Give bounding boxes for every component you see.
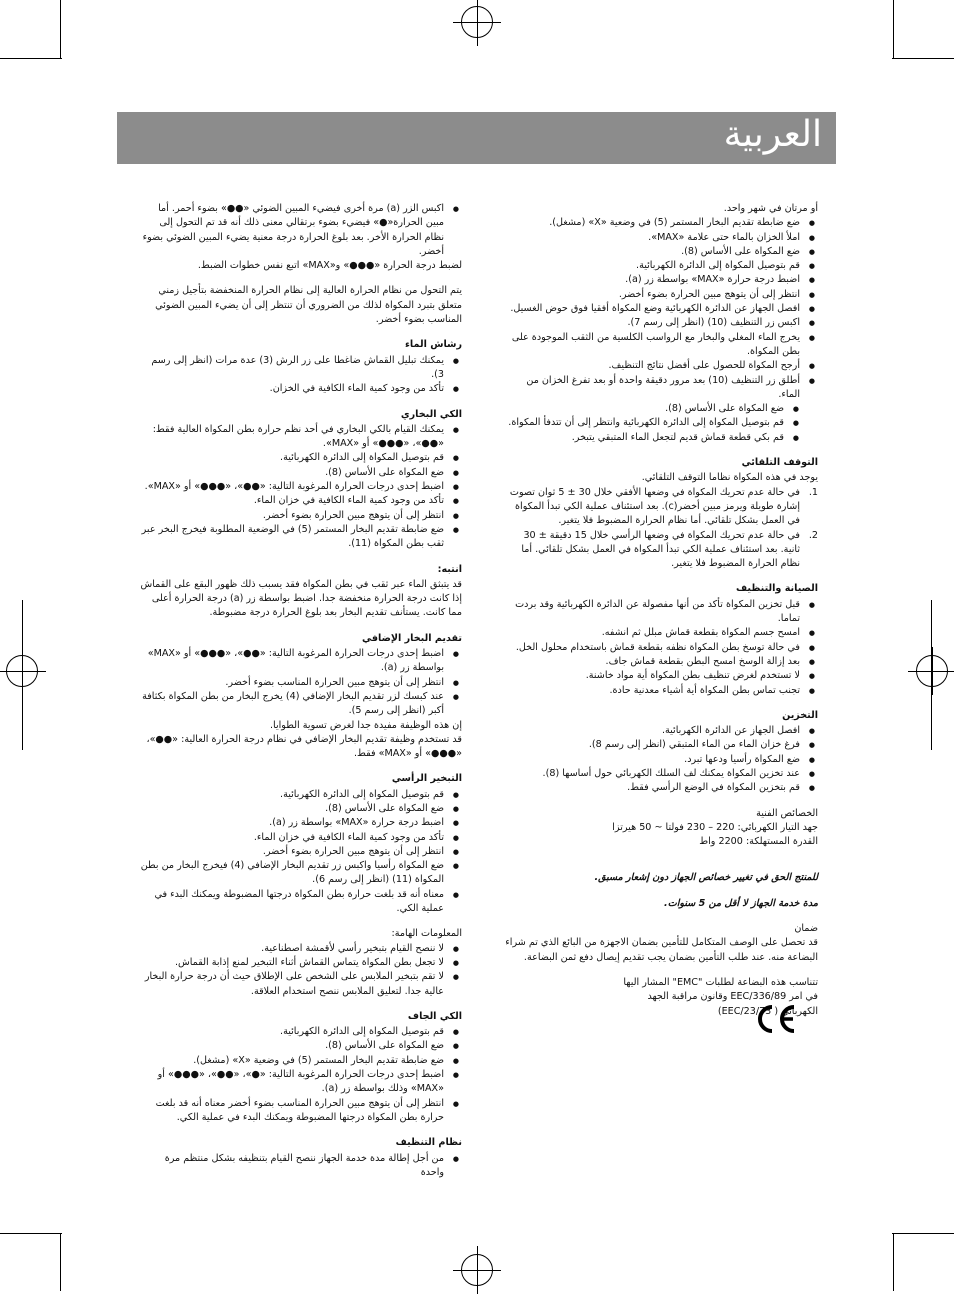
- warning-text: قد يتبثق الماء عبر ثقب في بطن المكواة فقد يسبب ذلك ظهور البقع على القماش إذا كانت درجة الحرارة منخفضة جدا. اضبط بواسطة زر (a) درجة الحرارة أعلى مما كانت. يستأنف تقديم البخار بعد بلوغ الحرارة درجة مضبوطة.: [140, 578, 462, 619]
- section-heading: الكي الجاف: [407, 1010, 462, 1022]
- section-heading: نظام التنظيف: [395, 1137, 462, 1149]
- registration-mark-icon: [461, 1254, 493, 1286]
- registration-mark-icon: [916, 655, 948, 687]
- section-heading: الصيانة والتنظيف: [736, 583, 818, 595]
- notice-text: للمنتج الحق في تغيير خصائص الجهاز دون إشعار مسبق.: [594, 872, 818, 884]
- dry-list: [140, 1025, 462, 1125]
- list-item: ● اضبط درجة حرارة «MAX» بواسطة زر (a).: [502, 273, 800, 287]
- list-item: ● ضع ضابطة تقديم البخار المستمر (5) في وضعية «X» (مشغل).: [502, 216, 800, 230]
- list-item: ● لا تجعل بطن المكواة يتماس القماش أثناء التبخير لمنع إذابة القماش.: [140, 956, 444, 970]
- cleaning-steps-list: [502, 216, 818, 402]
- crop-mark: [892, 58, 954, 59]
- list-item: ● قم بكي قطعة قماش قديم لتجعل الماء المتبقي يتبخر.: [502, 431, 784, 445]
- list-item: ● عند كبسك لزر تقديم البخار الإضافي (4) يخرج البخار من بطن المكواة بكثافة أكبر (انظر إلى رسم 5).: [140, 690, 444, 719]
- list-item: ● قم بتوصيل المكواة إلى الدائرة الكهربائية.: [140, 451, 444, 465]
- list-item: ● انتظر إلى أن يتوهج مبين الحرارة بضوء أخضر.: [140, 845, 444, 859]
- emc-text: تتناسب هذه البضاعة لطلبات "EMC" المشار اليها في امر EEC/336/89 وقانون مراقبة الجهد الكهربائي ( EEC/23/73): [623, 976, 818, 1017]
- section-heading: التوقف التلقائي: [741, 457, 818, 469]
- note-text: لضبط درجة الحرارة «●●●» و«MAX» اتبع نفس خطوات الضبط.: [197, 260, 462, 272]
- steam-list: [140, 423, 462, 552]
- list-item: ● يخرج الماء المغلي والبخار مع الرواسب الكلسية من الثقب الموجودة على بطن المكواة.: [502, 331, 800, 360]
- list-item: ● اكبس زر التنظيف (10) (انظر إلى رسم 7).: [502, 316, 800, 330]
- list-item: ● ضع المكواة على الأساس (8).: [140, 802, 444, 816]
- section-heading: تقديم البخار الإضافي: [362, 632, 462, 644]
- specs-line: القدرة المستهلكة: 2200 واط: [699, 836, 818, 848]
- crop-mark: [0, 1233, 62, 1234]
- list-item: ● تأكد من وجود كمية الماء الكافية في الخزان.: [140, 382, 444, 396]
- list-item: [502, 529, 818, 572]
- title-banner: [117, 112, 836, 164]
- list-item: ● ضع المكواة على الأساس (8).: [140, 466, 444, 480]
- list-number: 1.: [808, 486, 818, 498]
- list-item: ● بعد إزالة الوسخ امسح البطن بقطعة قماش جاف.: [502, 655, 800, 669]
- list-item: ● انتظر إلى أن يتوهج مبين الحرارة المناسب بضوء أخضر معناه أنه قد بلغت حرارة بطن المكواة درجتها المضبوطة ويمكنك البدء في عملية الكي.: [140, 1097, 444, 1126]
- crop-mark: [60, 0, 61, 58]
- list-item: ● قم بتوصيل المكواة إلى الدائرة الكهربائية.: [140, 788, 444, 802]
- intro-text: أو مرتان في شهر واحد.: [723, 203, 818, 214]
- crop-mark: [893, 0, 894, 58]
- boost-list: [140, 647, 462, 718]
- warranty-heading: ضمان: [794, 923, 818, 935]
- list-item-text: في حالة عدم تحريك المكواة في وضعها الأفقي خلال 30 ± 5 ثوان تصوت إشارة طويلة ويرمز مبين أخضر(c). بعد استئناف عملية الكي تبدأ المكواة في العمل بشكل تلقائي. أما نظام الحرارة المضبوط فلا يتغير.: [509, 486, 800, 527]
- list-item: ● أطلق زر التنظيف (10) بعد مرور دقيقة واحدة أو بعد تفرغ الخزان من الماء.: [502, 374, 800, 403]
- maintenance-list: [502, 598, 818, 698]
- crop-mark: [892, 1233, 954, 1234]
- list-item: ● افصل الجهاز عن الدائرة الكهربائية.: [502, 724, 800, 738]
- right-column: [502, 202, 818, 1019]
- list-item: ● قم بتوصيل المكواة إلى الدائرة الكهربائية.: [140, 1025, 444, 1039]
- clean-list: [140, 1152, 462, 1181]
- list-item: ● قم بتوصيل المكواة إلى الدائرة الكهربائية وانتظر إلى أن تتدفأ المكواة.: [502, 416, 784, 430]
- important-list: [140, 942, 462, 999]
- list-item: ● اضبط إحدى درجات الحرارة المرغوبة التالية: «●●»، «●●●» أو «MAX» بواسطة زر (a).: [140, 647, 444, 676]
- list-item: ● ضع ضابطة تقديم البخار المستمر (5) في وضعية «X» (مشغل).: [140, 1054, 444, 1068]
- list-item: ● تأكد من وجود كمية الماء الكافية في خزان الماء.: [140, 831, 444, 845]
- section-heading: التخزين: [782, 709, 818, 721]
- warning-heading: انتبه:: [437, 563, 462, 575]
- list-item: ● لا تستخدم لغرض تنظيف بطن المكواة أية مواد خاشنة.: [502, 669, 800, 683]
- page-title: العربية: [723, 114, 822, 155]
- specs-heading: الخصائص الفنية: [756, 807, 818, 819]
- list-item: ● ضع ضابطة تقديم البخار المستمر (5) في الوضعية المطلوبة فيخرج البخر عبر ثقب بطن المكواة (11).: [140, 523, 444, 552]
- list-number: 2.: [808, 529, 818, 541]
- list-item: ● انتظر إلى أن يتوهج مبين الحرارة بضوء أخضر.: [502, 288, 800, 302]
- section-heading: رشاش الماء: [405, 339, 462, 351]
- autooff-intro: يوجد في هذه المكواة نظاما التوقف التلقائي.: [641, 472, 818, 484]
- list-item: ● ضع المكواة رأسيا ودعها تبرد.: [502, 753, 800, 767]
- list-item: ● من أجل إطالة مدة خدمة الجهاز ننصح القيام بتنظيفه بشكل منتظم مرة واحدة: [140, 1152, 444, 1181]
- list-item: ● فرغ خزان الماء من الماء المتبقي (انظر إلى رسم 8).: [502, 738, 800, 752]
- spray-list: [140, 354, 462, 397]
- crop-mark: [0, 58, 62, 59]
- list-item: ● أرجح المكواة للحصول على أفضل نتائج التنظيف.: [502, 359, 800, 373]
- vertical-list: [140, 788, 462, 917]
- list-item: ● ضع المكواة على الأساس (8).: [502, 245, 800, 259]
- list-item: ● اضبط إحدى درجات الحرارة المرغوبة التالية: «●●»، «●●●» أو «MAX».: [140, 480, 444, 494]
- list-item: ● انتظر إلى أن يتوهج مبين الحرارة المناسب بضوء أخضر.: [140, 676, 444, 690]
- list-item: ● تأكد من وجود كمية الماء الكافية في خزان الماء.: [140, 494, 444, 508]
- service-life-text: مدة خدمة الجهاز لا أقل من 5 سنوات.: [664, 897, 818, 909]
- indicator-list: [140, 202, 462, 259]
- section-heading: التبخير الرأسي: [391, 773, 462, 785]
- note-text: إن هذه الوظيفة مفيدة جدا لغرض تسوية الطوايا.: [270, 719, 462, 731]
- crop-mark: [893, 1233, 894, 1291]
- list-item: ● تجنب تماس بطن المكواة أية أشياء معدنية حادة.: [502, 684, 800, 698]
- left-column: [140, 202, 462, 1180]
- list-item: [502, 486, 818, 529]
- crop-mark: [60, 1233, 61, 1291]
- list-item: ● يمكنك القيام بالكي البخاري في أحد نظم حرارة بطن المكواة العالية فقط: «●●»، «●●●» أو «MAX».: [140, 423, 444, 452]
- list-item: ● لا تقم بتبخير الملابس على الشخص على الإطلاق حيث أن درجة حرارة البخار عالية جدا. لتعليق الملابس ننصح استخدام العلاقة.: [140, 970, 444, 999]
- note-text: يتم التحول من نظام الحرارة العالية إلى نظام الحرارة المنخفضة بتأجيل زمني متعلق بتبرد المكواة لذلك من الضروري أن تنتظر إلى أن يضيء المبين الضوئي المناسب بضوء أخضر.: [155, 285, 462, 326]
- list-item: ● قبل تخزين المكواة تأكد من أنها مفصولة عن الدائرة الكهربائية وقد بردت تماما.: [502, 598, 800, 627]
- list-item: ● انتظر إلى أن يتوهج مبين الحرارة بضوء أخضر.: [140, 509, 444, 523]
- registration-mark-icon: [461, 6, 493, 38]
- list-item: ● في حالة توسخ بطن المكواة نظفه بقطعة قماش باستخدام محلول الخل.: [502, 641, 800, 655]
- list-item: ● يمكنك تبليل القماش ضاغطا على زر الرش (3) عدة مرات (انظر إلى رسم 3).: [140, 354, 444, 383]
- warranty-text: قد تحصل على الوصف المتكامل للتأمين بضمان الاجهزة من البائع الذي تم شراء البضاعة منه. عند طلب التأمين بضمان يجب تقديم إيصال دفع ثمن البضاعة.: [505, 937, 818, 963]
- storage-list: [502, 724, 818, 795]
- list-item: ● اضبط درجة حرارة «MAX» بواسطة زر (a).: [140, 816, 444, 830]
- list-item: ● ضع المكواة على الأساس (8).: [140, 1039, 444, 1053]
- list-item: ● عند تخزين المكواة يمكنك لف السلك الكهربائي حول أساسها (8).: [502, 767, 800, 781]
- list-item: ● امسح جسم المكواة بقطعة قماش مبلل ثم انشفه.: [502, 626, 800, 640]
- section-heading: الكي البخاري: [400, 408, 462, 420]
- ce-mark-icon: [752, 1003, 798, 1035]
- list-item: ● ضع المكواة رأسيا واكبس زر تقديم البخار الإضافي (4) فيخرج البخار من بطن المكواة (11) (انظر إلى رسم 6).: [140, 859, 444, 888]
- list-item: ● معناه أنه قد بلغت حرارة بطن المكواة درجتها المضبوطة ويمكنك البدء في عملية الكي.: [140, 888, 444, 917]
- list-item: ● املأ الخزان بالماء حتى علامة «MAX».: [502, 231, 800, 245]
- note-text: قد تستخدم وظيفة تقديم البخار الإضافي في نظام درجة الحرارة العالية: «●●»، «●●●» أو «MAX» فقط.: [146, 733, 462, 760]
- registration-mark-icon: [6, 655, 38, 687]
- list-item: ● اضبط إحدى درجات الحرارة المرغوبة التالية: «●»، «●●»، «●●●» أو «MAX» وذلك بواسطة زر (a).: [140, 1068, 444, 1097]
- list-item-text: في حالة عدم تحريك المكواة في وضعها الرأسي خلال 15 دقيقة ± 30 ثانية. بعد استئناف عملية الكي تبدأ المكواة في العمل بشكل تلقائي. أما نظام الحرارة المضبوط فلا يتغير.: [521, 529, 800, 570]
- list-item: ● افصل الجهاز عن الدائرة الكهربائية وضع المكواة أفقيا فوق حوض الغسيل.: [502, 302, 800, 316]
- list-item: ● ضع المكواة على الأساس (8).: [502, 402, 784, 416]
- cleaning-substeps-list: [502, 402, 818, 445]
- list-item: ● قم بتخزين المكواة في الوضع الرأسي فقط.: [502, 781, 800, 795]
- specs-line: جهد التيار الكهربائي: 220 – 230 فولتا ~ 50 هيرتزا: [612, 821, 818, 833]
- autooff-list: [502, 486, 818, 572]
- important-heading: المعلومات الهامة:: [391, 928, 462, 940]
- list-item: ● قم بتوصيل المكواة إلى الدائرة الكهربائية.: [502, 259, 800, 273]
- list-item: ● لا ننصح القيام بتبخير رأسي لأقمشة اصطناعية.: [140, 942, 444, 956]
- list-item: ● اكبس الزر (a) مرة أخرى فيضيء المبين الضوئي «●●» بضوء أحمر. أما مبين الحرارة«●» فيضيء بضوء برتقالي معنى ذلك أنه قد تم التحول إلى نظام الحرارة الأخر. بعد بلوغ الحرارة درجة معنية يضيء المبين الضوئي بضوء أخضر.: [140, 202, 444, 259]
